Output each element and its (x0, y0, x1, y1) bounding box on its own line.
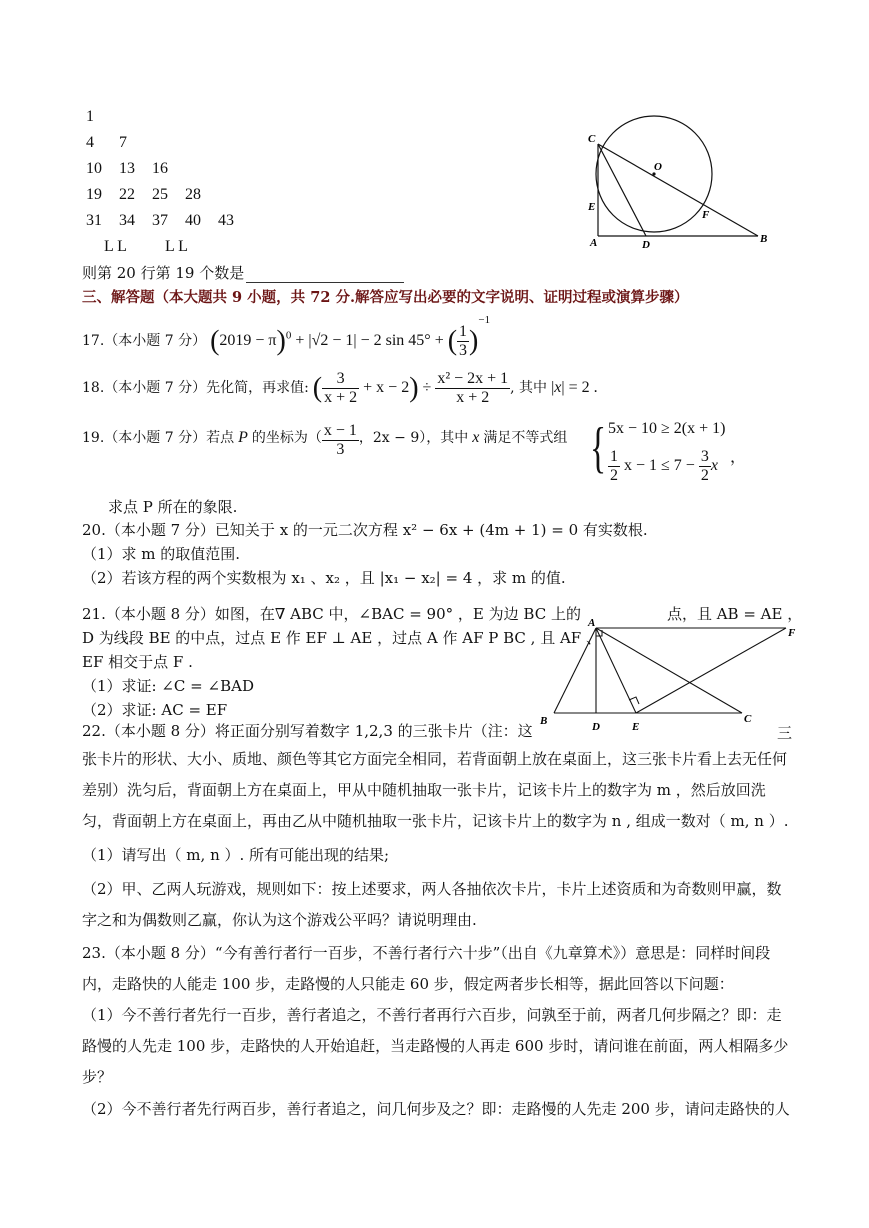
section-3-heading: 三、解答题（本大题共 9 小题，共 72 分.解答应写出必要的文字说明、证明过程或演算步骤） (82, 289, 689, 306)
number-cell: 7 (119, 134, 127, 151)
number-cell: 40 (185, 212, 201, 229)
number-cell: 28 (185, 186, 201, 203)
label-d: D (592, 721, 600, 733)
number-row (86, 130, 251, 156)
segment-ab (554, 628, 596, 713)
label-a: A (590, 237, 598, 249)
question-22-part2: （2）甲、乙两人玩游戏，规则如下：按上述要求，两人各抽依次卡片，卡片上述资质和为奇数则甲赢，数字之和为偶数则乙赢，你认为这个游戏公平吗？请说明理由. (82, 880, 782, 929)
question-19: 19.（本小题 7 分）若点 P 的坐标为（ $\frac{x - 1}{3}$ ，2x − 9），其中 x 满足不等式组 (82, 422, 568, 458)
number-cell: 13 (119, 160, 135, 177)
segment-ae (596, 628, 636, 713)
question-21: 21.（本小题 8 分）如图，在∇ ABC 中，∠BAC = 90° ，E 为边 BC 上的 点，且 AB = AE ， D 为线段 BE 的中点，过点 E 作 EF ⊥ AE ，过点 A 作 AF P BC , 且 AF 、 EF 相交于点 F . （1）求证: ∠C = ∠BAD （2）求证: AC = EF (82, 605, 803, 719)
label-c: C (744, 713, 752, 725)
ellipsis-row: L L L L (104, 238, 188, 255)
question-23-intro: 23.（本小题 8 分）“今有善行者行一百步，不善行者行六十步”（出自《九章算术》）意思是：同样时间段内，走路快的人能走 100 步，走路慢的人只能走 60 步，假定两者步长相等，据此回答以下问题： (82, 944, 771, 993)
question-22-body: 张卡片的形状、大小、质地、颜色等其它方面完全相同，若背面朝上放在桌面上，这三张卡片看上去无任何差别）洗匀后，背面朝上方在桌面上，甲从中随机抽取一张卡片，记该卡片上的数字为 m ，然后放回洗匀，背面朝上方在桌面上，再由乙从中随机抽取一张卡片，记该卡片上的数字为 n , 组成一数对（ m, n ）. (82, 750, 789, 830)
number-row (86, 208, 251, 234)
answer-blank[interactable] (246, 268, 404, 283)
number-cell: 25 (152, 186, 168, 203)
question-19-line2: 求点 P 所在的象限. (108, 498, 238, 516)
number-cell: 1 (86, 108, 94, 125)
number-row (86, 104, 251, 130)
number-cell: 16 (152, 160, 168, 177)
question-18: 18.（本小题 7 分）先化简，再求值: ( $\frac{3}{x + 2}$ + x − 2) ÷ $\frac{\text{x² − 2x + 1}}{x + 2}$ , 其中 |x| = 2 . (82, 370, 598, 406)
number-row (86, 156, 251, 182)
number-cell: 10 (86, 160, 102, 177)
label-d: D (642, 239, 650, 251)
segment-ac (596, 628, 742, 713)
label-e: E (632, 721, 640, 733)
segment-ef (636, 628, 786, 713)
circle-figure (584, 108, 774, 254)
question-22-line1: 22.（本小题 8 分）将正面分别写着数字 1,2,3 的三张卡片（注：这 三 (82, 722, 792, 742)
number-cell: 4 (86, 134, 94, 151)
label-f: F (702, 209, 710, 221)
number-cell: 34 (119, 212, 135, 229)
number-cell: 43 (218, 212, 234, 229)
label-e: E (588, 201, 596, 213)
label-b: B (760, 233, 768, 245)
question-23-part1: （1）今不善行者先行一百步，善行者追之，不善行者再行六百步，问孰至于前，两者几何步隔之？即：走路慢的人先走 100 步，走路快的人开始追赶，当走路慢的人再走 600 步时，请问谁在前面，两人相隔多少步？ (82, 1006, 789, 1086)
number-cell: 22 (119, 186, 135, 203)
number-cell: 19 (86, 186, 102, 203)
label-a: A (588, 618, 596, 629)
question-23-part2: （2）今不善行者先行两百步，善行者追之，问几何步及之？即：走路慢的人先走 200 步，请问走路快的人 (82, 1100, 790, 1118)
triangle-figure (532, 618, 802, 736)
question-22-part1: （1）请写出（ m, n ）. 所有可能出现的结果; (82, 846, 390, 864)
number-cell: 37 (152, 212, 168, 229)
label-o: O (654, 161, 662, 173)
number-triangle (86, 104, 251, 260)
question-17: 17.（本小题 7 分） $(2019 - \pi)^0 + |√2 - 1| - 2$ sin 45° + ( $\frac{1}{3}$ )$^{-1}$ (82, 314, 491, 359)
label-b: B (540, 715, 548, 727)
label-f: F (788, 627, 796, 639)
number-row (86, 182, 251, 208)
question-20: 20.（本小题 7 分）已知关于 x 的一元二次方程 x² − 6x + (4m + 1) = 0 有实数根. （1）求 m 的取值范围. （2）若该方程的两个实数根为 x₁ 、x₂ ，且 |x₁ − x₂| = 4 ，求 m 的值. (82, 521, 648, 587)
q16-tail: 则第 20 行第 19 个数是 (82, 262, 404, 283)
label-c: C (588, 133, 596, 145)
number-cell: 31 (86, 212, 102, 229)
